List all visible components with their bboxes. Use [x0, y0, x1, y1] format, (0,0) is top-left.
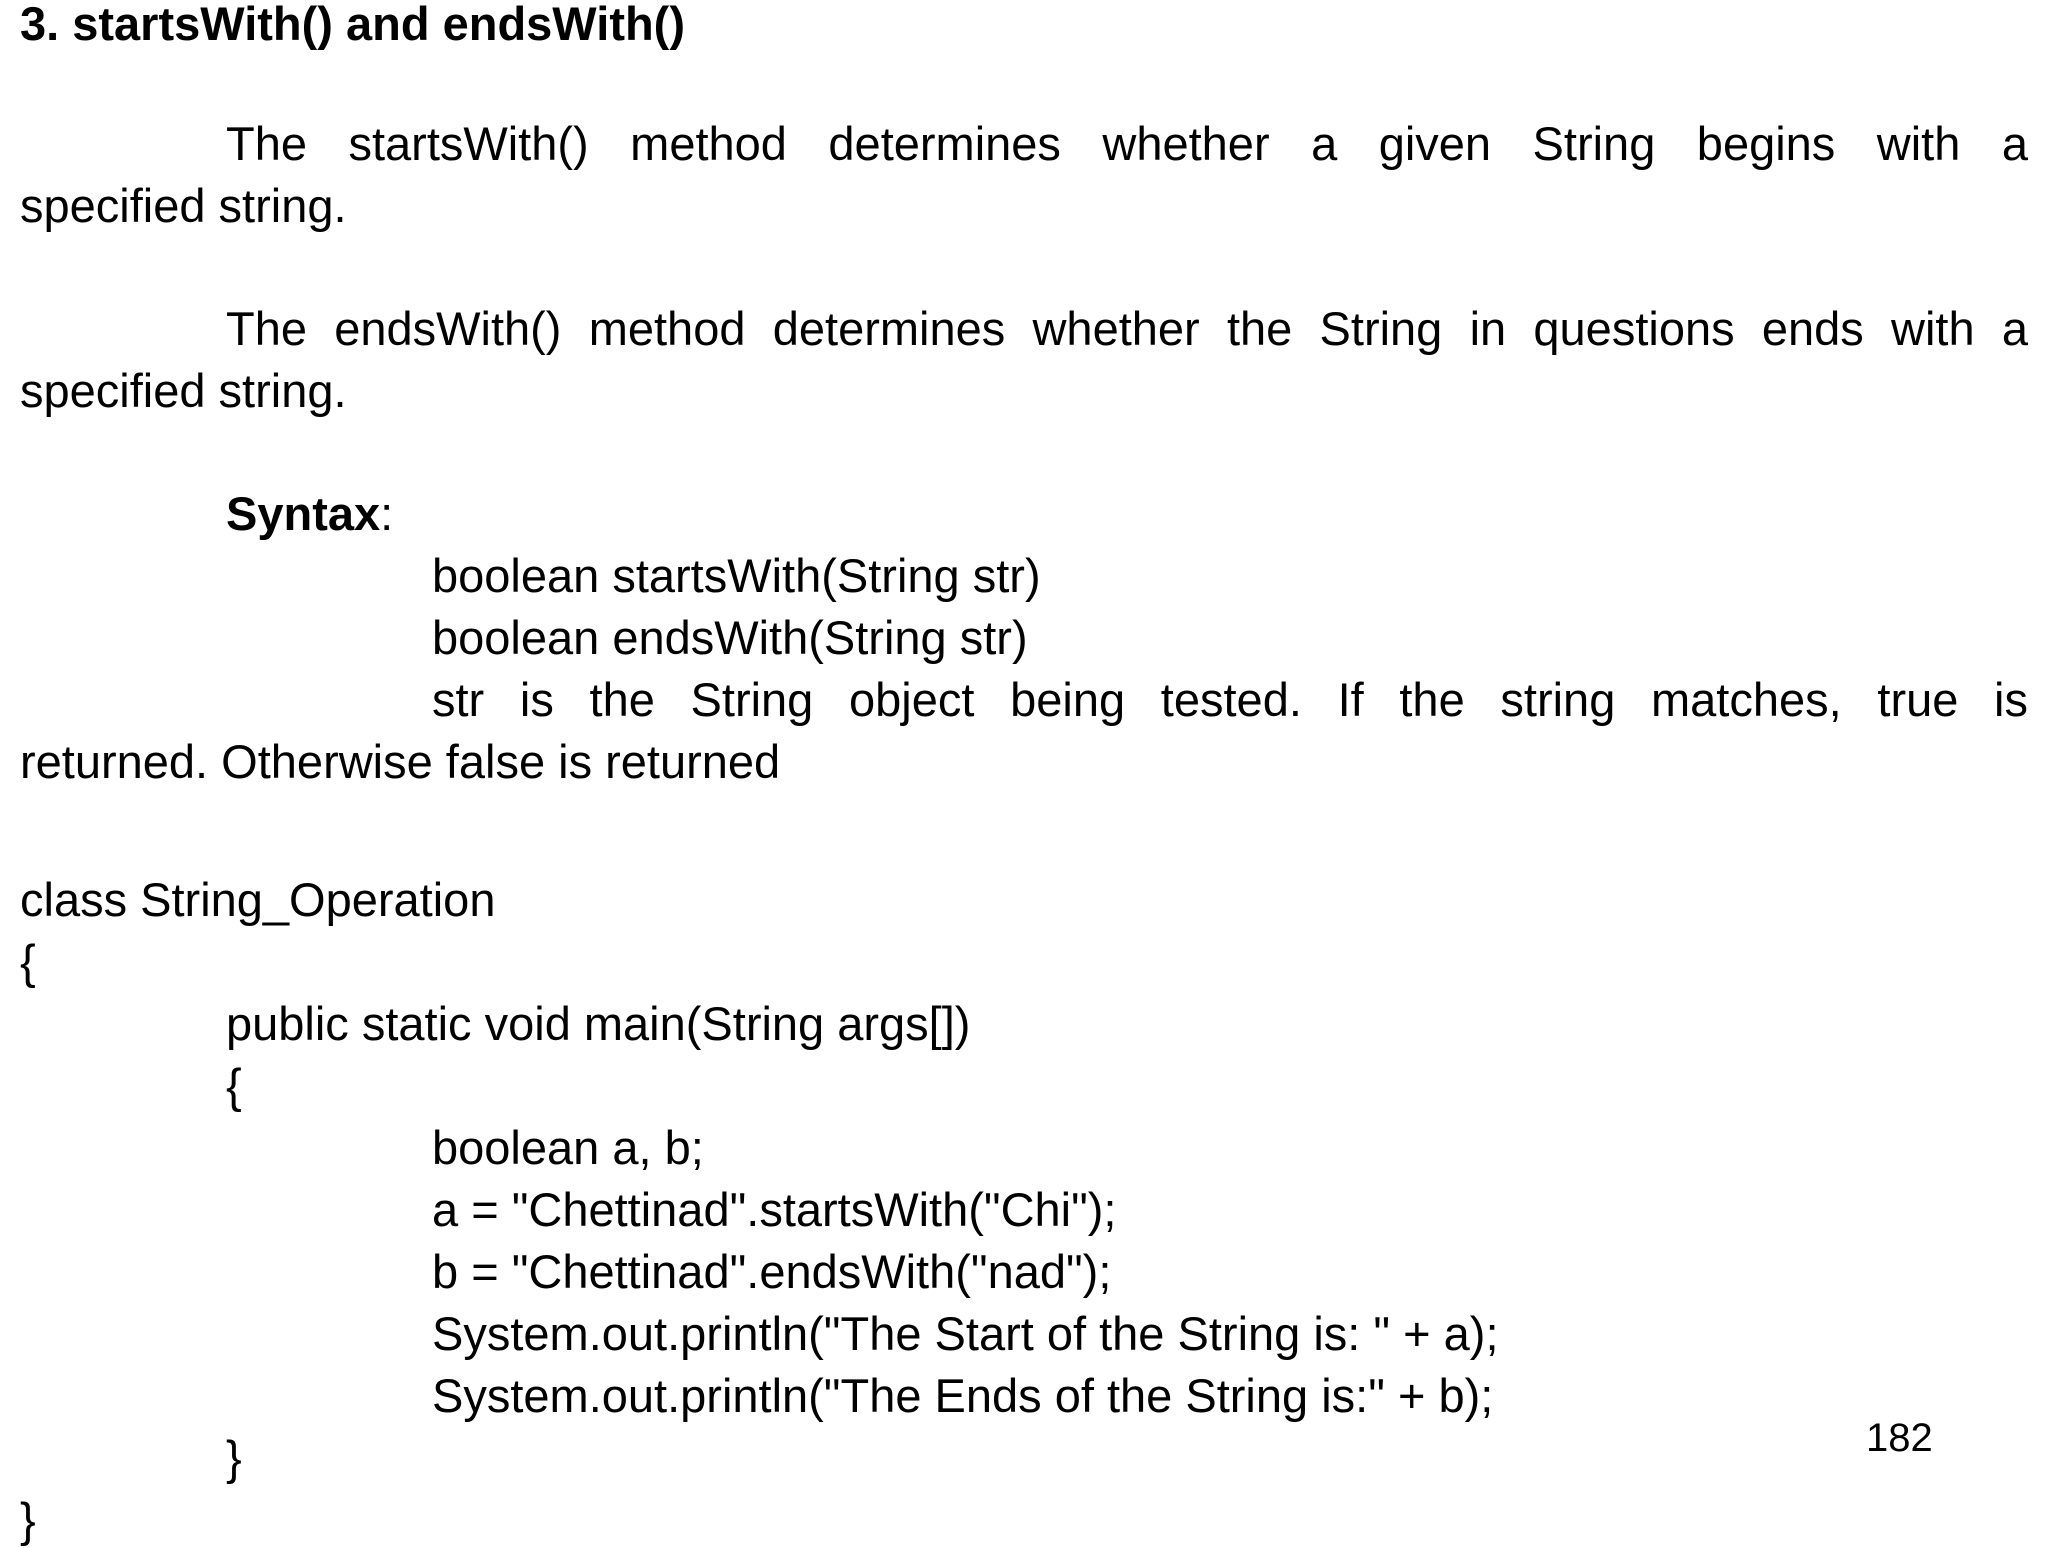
- page-number: 182: [1866, 1416, 1933, 1460]
- section-heading: 3. startsWith() and endsWith(): [20, 0, 685, 50]
- endswith-description-line1: The endsWith() method determines whether the String in questions ends with a: [226, 302, 2028, 355]
- syntax-description-line2: returned. Otherwise false is returned: [20, 735, 781, 788]
- endswith-description-line2: specified string.: [20, 364, 347, 417]
- code-line: public static void main(String args[]): [226, 997, 971, 1050]
- code-line: {: [20, 935, 36, 988]
- syntax-label: Syntax: [226, 487, 381, 540]
- code-line: boolean a, b;: [432, 1121, 704, 1174]
- syntax-colon: :: [380, 487, 394, 540]
- code-line: System.out.println("The Ends of the String is:" + b);: [432, 1369, 1494, 1422]
- syntax-description-line1: str is the String object being tested. If the string matches, true is: [432, 673, 2028, 726]
- syntax-startswith-signature: boolean startsWith(String str): [432, 549, 1041, 602]
- code-line: {: [226, 1059, 242, 1112]
- code-line: }: [20, 1493, 36, 1546]
- startswith-description-line2: specified string.: [20, 179, 347, 232]
- syntax-heading: [226, 486, 393, 542]
- syntax-endswith-signature: boolean endsWith(String str): [432, 611, 1028, 664]
- code-line: a = "Chettinad".startsWith("Chi");: [432, 1183, 1117, 1236]
- startswith-description-line1: The startsWith() method determines whether a given String begins with a: [226, 117, 2028, 170]
- code-line: b = "Chettinad".endsWith("nad");: [432, 1245, 1112, 1298]
- code-line: class String_Operation: [20, 873, 496, 926]
- code-line: System.out.println("The Start of the String is: " + a);: [432, 1307, 1499, 1360]
- code-line: }: [226, 1431, 242, 1484]
